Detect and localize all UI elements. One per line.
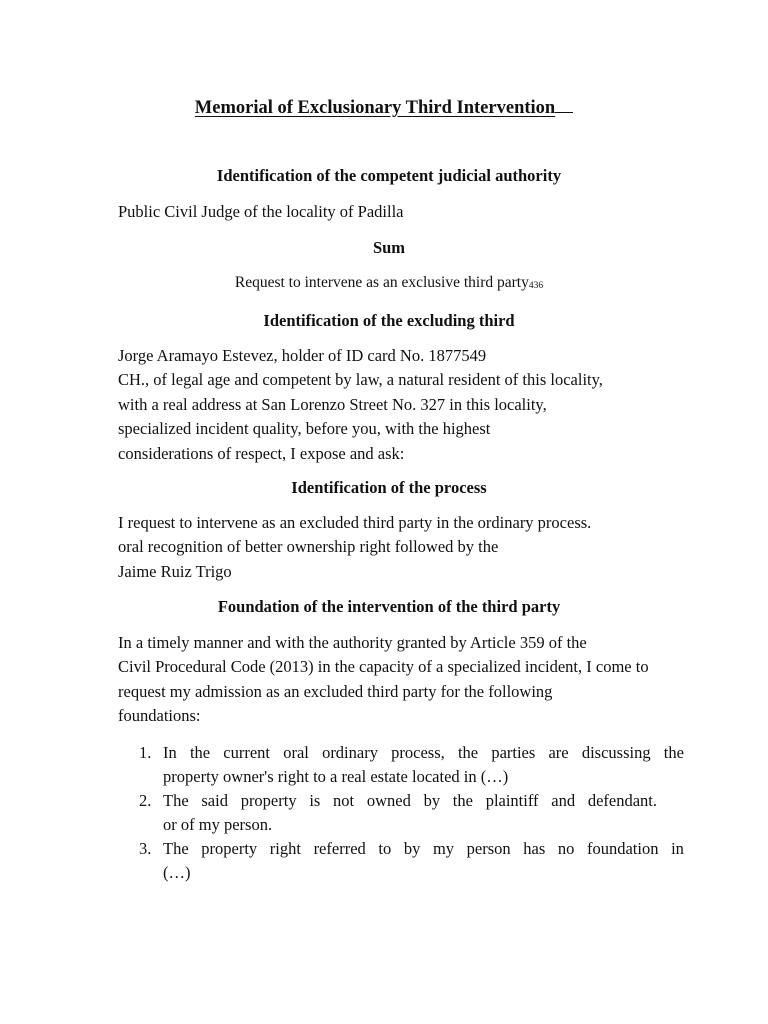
paragraph-line: In a timely manner and with the authority granted by Article 359 of the	[118, 633, 587, 652]
paragraph-line: Jorge Aramayo Estevez, holder of ID card No. 1877549	[118, 346, 487, 365]
paragraph-line: Jaime Ruiz Trigo	[118, 561, 232, 581]
paragraph-line: CH., of legal age and competent by law, a natural resident of this locality,	[118, 370, 603, 390]
paragraph-line: I request to intervene as an excluded third party in the ordinary process.	[118, 513, 592, 532]
word: the	[452, 791, 473, 810]
heading-foundation: Foundation of the intervention of the third party	[217, 597, 561, 616]
heading-judicial-authority: Identification of the competent judicial authority	[216, 166, 562, 185]
word: no	[557, 839, 575, 858]
list-item-number: 1.	[139, 743, 152, 762]
list-item-line: (…)	[163, 863, 191, 882]
word: is	[309, 791, 321, 810]
word: discussing	[581, 743, 651, 762]
paragraph-line: with a real address at San Lorenzo Street No. 327 in this locality,	[118, 394, 547, 414]
list-item-line: property owner's right to a real estate located in (…)	[163, 767, 509, 786]
authority-line: Public Civil Judge of the locality of Padilla	[118, 202, 404, 221]
word: the	[189, 743, 211, 762]
paragraph-line: foundations:	[118, 706, 201, 726]
sum-line: Request to intervene as an exclusive third party	[234, 274, 529, 291]
word: person	[466, 839, 511, 858]
word: has	[523, 839, 546, 858]
word: property	[201, 839, 258, 858]
word: in	[671, 839, 684, 858]
footnote-ref: 436	[528, 281, 544, 291]
list-item-line	[163, 789, 657, 813]
foundation-paragraph	[118, 631, 688, 729]
word: The	[163, 791, 189, 810]
process-paragraph	[118, 511, 688, 584]
paragraph-line: specialized incident quality, before you, with the highest	[118, 419, 491, 439]
word: The	[163, 839, 189, 858]
list-item	[118, 741, 684, 789]
word: ordinary	[322, 743, 378, 762]
word: foundation	[586, 839, 659, 858]
word: are	[548, 743, 569, 762]
list-item	[118, 837, 684, 885]
heading-process: Identification of the process	[291, 478, 487, 497]
word: property	[240, 791, 297, 810]
word: by	[423, 791, 441, 810]
document-title	[0, 96, 768, 120]
word: In	[163, 743, 177, 762]
paragraph-line: Civil Procedural Code (2013) in the capacity of a specialized incident, I come to	[118, 657, 649, 677]
word: right	[269, 839, 301, 858]
heading-sum: Sum	[372, 238, 406, 257]
word: my	[432, 839, 455, 858]
word: process,	[391, 743, 445, 762]
paragraph-line: request my admission as an excluded third party for the following	[118, 681, 553, 701]
foundations-list	[118, 741, 684, 885]
list-item-number: 3.	[139, 839, 152, 858]
word: the	[663, 743, 684, 762]
list-item-line: or of my person.	[163, 815, 273, 834]
word: said	[201, 791, 228, 810]
word: by	[403, 839, 421, 858]
word: owned	[366, 791, 411, 810]
heading-excluding-third: Identification of the excluding third	[263, 311, 515, 330]
list-item-line	[163, 837, 684, 861]
word: oral	[283, 743, 309, 762]
paragraph-line: considerations of respect, I expose and ask:	[118, 443, 405, 463]
title-underline-trail	[555, 97, 573, 113]
title-text: Memorial of Exclusionary Third Intervention	[194, 98, 556, 118]
excluding-third-paragraph	[118, 344, 688, 466]
list-item-line	[163, 741, 684, 765]
word: current	[223, 743, 271, 762]
list-item	[118, 789, 684, 837]
word: referred	[313, 839, 366, 858]
word: not	[333, 791, 355, 810]
sum-text	[0, 272, 768, 297]
word: defendant.	[587, 791, 657, 810]
word: plaintiff	[485, 791, 539, 810]
word: to	[378, 839, 392, 858]
word: parties	[491, 743, 536, 762]
list-item-number: 2.	[139, 791, 152, 810]
word: and	[551, 791, 576, 810]
authority-text	[118, 200, 688, 224]
paragraph-line: oral recognition of better ownership right followed by the	[118, 537, 499, 557]
word: the	[457, 743, 479, 762]
